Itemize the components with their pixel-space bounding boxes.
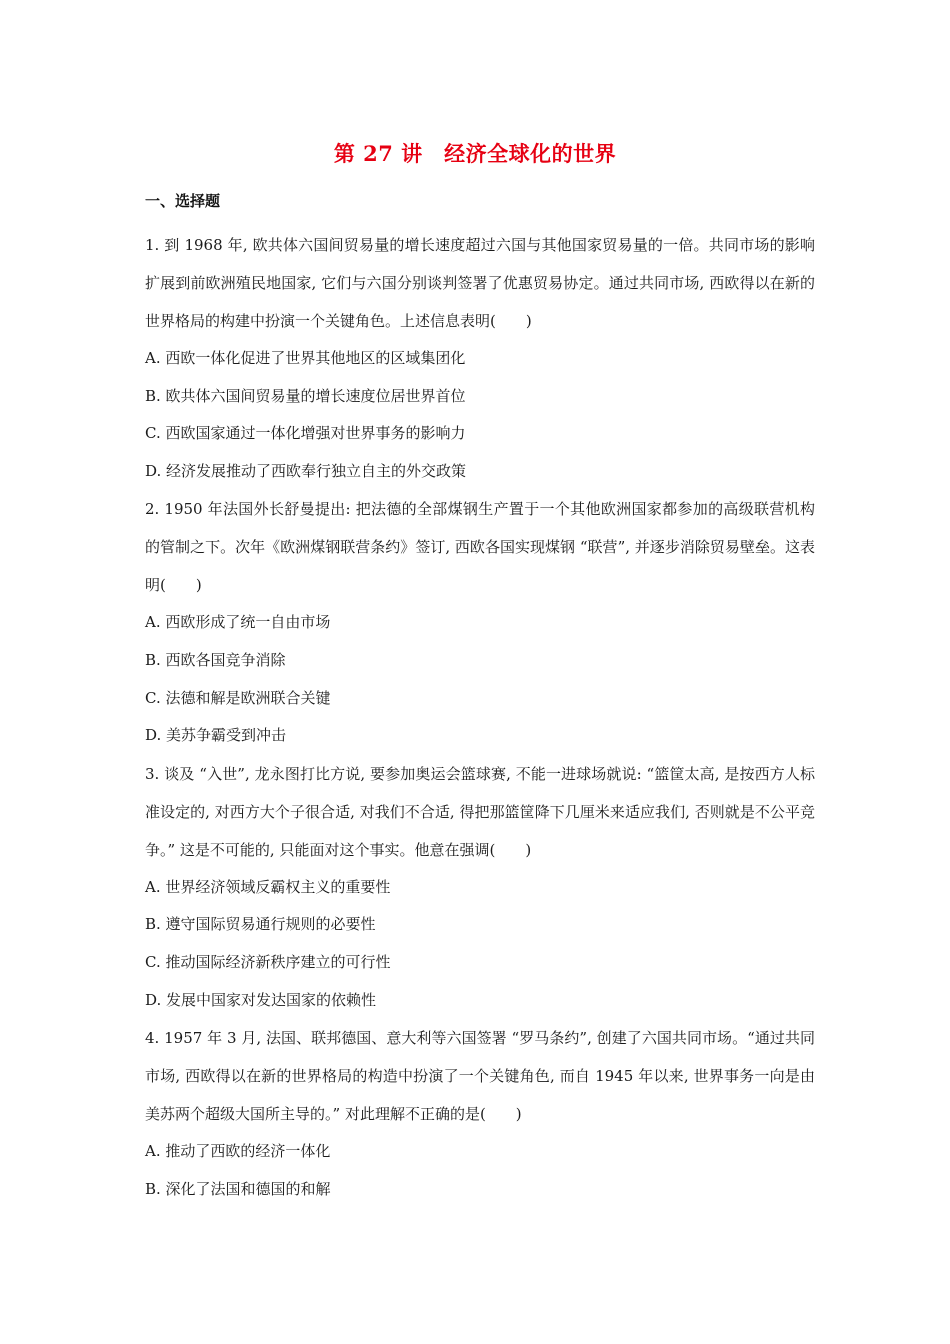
answer-option: C. 西欧国家通过一体化增强对世界事务的影响力	[145, 424, 466, 443]
answer-option: A. 西欧一体化促进了世界其他地区的区域集团化	[145, 349, 466, 367]
question-stem: 2. 1950 年法国外长舒曼提出: 把法德的全部煤钢生产置于一个其他欧洲国家都参加的高级联营机构的管制之下。次年《欧洲煤钢联营条约》签订, 西欧各国实现煤钢 “联营”, 并逐步消除贸易壁垒。这表明( )	[145, 500, 815, 595]
question	[145, 490, 815, 754]
answer-option: D. 经济发展推动了西欧奉行独立自主的外交政策	[145, 461, 467, 480]
question-stem: 1. 到 1968 年, 欧共体六国间贸易量的增长速度超过六国与其他国家贸易量的一倍。共同市场的影响扩展到前欧洲殖民地国家, 它们与六国分别谈判签署了优惠贸易协定。通过共同市场, 西欧得以在新的世界格局的构建中扮演一个关键角色。上述信息表明( )	[145, 236, 815, 330]
page-title: 第 27 讲 经济全球化的世界	[333, 141, 617, 166]
answer-option: B. 遵守国际贸易通行规则的必要性	[145, 915, 376, 934]
question	[145, 1019, 815, 1208]
answer-option: A. 推动了西欧的经济一体化	[145, 1142, 331, 1161]
question-stem: 3. 谈及 “入世”, 龙永图打比方说, 要参加奥运会篮球赛, 不能一进球场就说: “篮筐太高, 是按西方人标准设定的, 对西方大个子很合适, 对我们不合适, 得把那篮筐降下几厘米来适应我们, 否则就是不公平竞争。” 这是不可能的, 只能面对这个事实。他意在强调( )	[145, 764, 815, 859]
answer-option: B. 欧共体六国间贸易量的增长速度位居世界首位	[145, 386, 466, 405]
question	[145, 226, 815, 490]
answer-option: D. 美苏争霸受到冲击	[145, 726, 287, 745]
question-stem: 4. 1957 年 3 月, 法国、联邦德国、意大利等六国签署 “罗马条约”, 创建了六国共同市场。“通过共同市场, 西欧得以在新的世界格局的构造中扮演了一个关键角色, 而自 1945 年以来, 世界事务一向是由美苏两个超级大国所主导的。” 对此理解不正确的是( )	[145, 1029, 815, 1124]
answer-option: D. 发展中国家对发达国家的依赖性	[145, 990, 377, 1009]
question	[145, 755, 815, 1019]
question-list	[145, 226, 815, 1208]
answer-option: A. 西欧形成了统一自由市场	[145, 613, 331, 632]
answer-option: B. 西欧各国竞争消除	[145, 650, 286, 669]
answer-option: C. 法德和解是欧洲联合关键	[145, 688, 331, 707]
answer-option: C. 推动国际经济新秩序建立的可行性	[145, 952, 391, 971]
answer-option: A. 世界经济领域反霸权主义的重要性	[145, 877, 391, 896]
answer-option: B. 深化了法国和德国的和解	[145, 1179, 331, 1198]
section-heading: 一、选择题	[145, 192, 221, 210]
